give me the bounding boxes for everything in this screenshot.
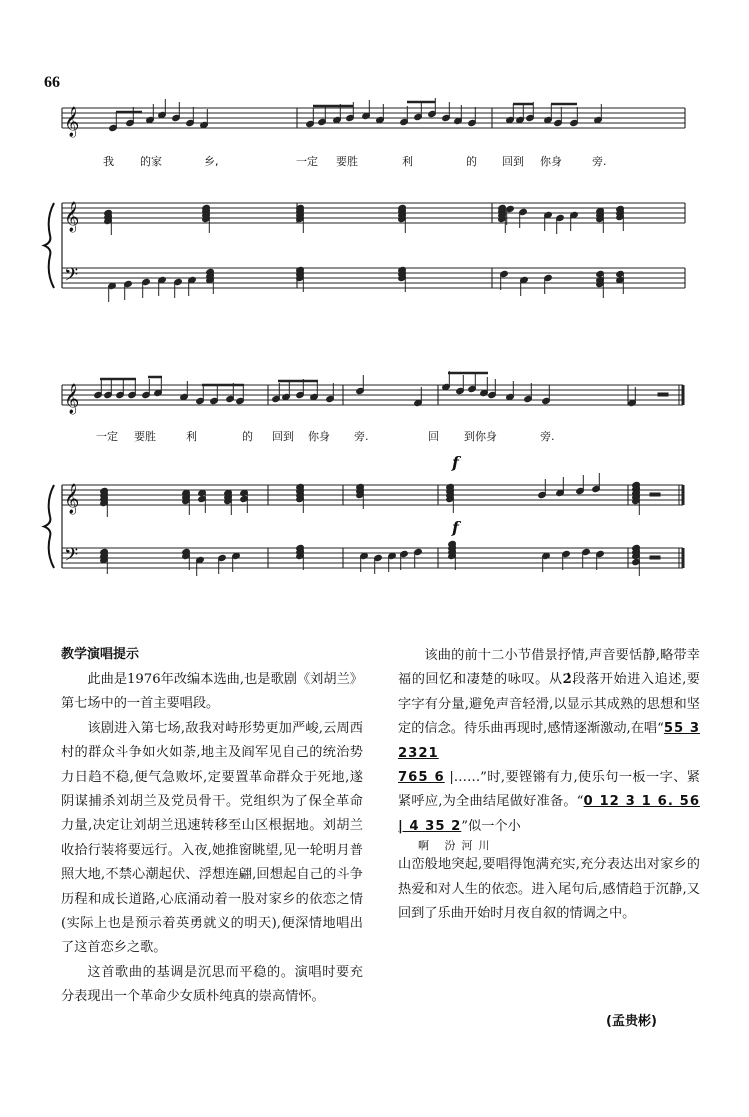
brace [44, 203, 54, 288]
lyric-syllable: 到你身 [464, 430, 497, 443]
lyric-syllable: 乡, [204, 155, 219, 168]
lyric-syllable: 旁. [354, 430, 369, 443]
jianpu-phrase: 765 6 [398, 770, 445, 786]
clef-symbol: 𝄢 [64, 545, 79, 570]
lyric-syllable: 的 [242, 430, 253, 443]
lyric-syllable: 利 [402, 155, 413, 168]
clef-symbol: 𝄢 [64, 265, 79, 290]
lyric-syllable: 你身 [540, 155, 562, 168]
commentary-heading: 教学演唱提示 [61, 647, 140, 662]
lyric-syllable: 回到 [502, 155, 524, 168]
page-number: 66 [44, 74, 60, 91]
lyric-syllable: 旁. [540, 430, 555, 443]
jianpu-lyric: 啊 汾河川 [418, 839, 496, 853]
lyric-syllable: 利 [186, 430, 197, 443]
lyric-syllable: 的 [466, 155, 477, 168]
lyric-syllable: 一定 [296, 155, 318, 168]
dynamic-forte-1: f [452, 453, 459, 472]
commentary-paragraph [398, 644, 700, 766]
lyric-syllable: 旁. [592, 155, 607, 168]
jianpu-phrase: 0 12 3 1 6. 56 | 4 35 2 [398, 794, 701, 834]
commentary-left-column [61, 644, 363, 1010]
commentary-paragraph [398, 766, 700, 853]
lyric-syllable: 要胜 [134, 430, 156, 443]
rest-symbol [658, 393, 668, 396]
clef-symbol: 𝄞 [64, 107, 80, 137]
commentary-text: ”似一个小 [461, 818, 521, 834]
rest-symbol [650, 556, 660, 559]
lyric-syllable: 你身 [308, 430, 330, 443]
commentary-text: 该曲的前十二小节借景抒情,声音要恬静,略带幸福的回忆和凄楚的咏叹。从 [398, 648, 700, 688]
clef-symbol: 𝄞 [64, 484, 80, 514]
lyric-syllable: 要胜 [336, 155, 358, 168]
author-credit: (孟贵彬) [606, 1014, 657, 1029]
lyric-syllable: 一定 [96, 430, 118, 443]
clef-symbol: 𝄞 [64, 202, 80, 232]
clef-symbol: 𝄞 [64, 384, 80, 414]
commentary-paragraph: 这首歌曲的基调是沉思而平稳的。演唱时要充分表现出一个革命少女质朴纯真的崇高情怀。 [61, 964, 363, 1005]
section-mark: 2̇ [562, 672, 572, 688]
commentary-paragraph: 山峦般地突起,要唱得饱满充实,充分表达出对家乡的热爱和对人生的依恋。进入尾句后,感情趋于沉静,又回到了乐曲开始时月夜自叙的情调之中。 [398, 857, 700, 922]
dynamic-forte-2: f [452, 518, 459, 537]
commentary-paragraph: 该剧进入第七场,敌我对峙形势更加严峻,云周西村的群众斗争如火如荼,地主及阎军见自己的统治势力日趋不稳,便气急败坏,定要置革命群众于死地,遂阴谋捕杀刘胡兰及党员骨干。党组织为了保全革命力量,决定让刘胡兰迅速转移至山区根据地。刘胡兰收拾行装将要远行。入夜,她推窗眺望,见一轮明月普照大地,不禁心潮起伏、浮想连翩,回想起自己的斗争历程和成长道路,心底涌动着一股对家乡的依恋之情(实际上也是预示着英勇就义的明天),便深情地唱出了这首恋乡之歌。 [61, 720, 363, 956]
commentary-right-column [398, 644, 700, 926]
brace [44, 485, 54, 568]
lyric-syllable: 我 [103, 155, 114, 168]
jianpu-phrase: 55 3 2321 [398, 721, 701, 761]
lyric-syllable: 回到 [272, 430, 294, 443]
commentary-paragraph: 此曲是1976年改编本选曲,也是歌剧《刘胡兰》第七场中的一首主要唱段。 [61, 672, 363, 712]
lyric-syllable: 的家 [140, 155, 162, 168]
rest-symbol [650, 493, 660, 496]
lyric-syllable: 回 [428, 430, 439, 443]
commentary-text: 段落开始进入追述,要字字有分量,避免声音轻滑,以显示其成熟的思想和坚定的信念。待乐曲再现时,感情逐渐激动,在唱“ [398, 672, 700, 737]
commentary-text: |……”时,要铿锵有力,使乐句一板一字、紧紧呼应,为全曲结尾做好准备。“ [398, 770, 700, 810]
